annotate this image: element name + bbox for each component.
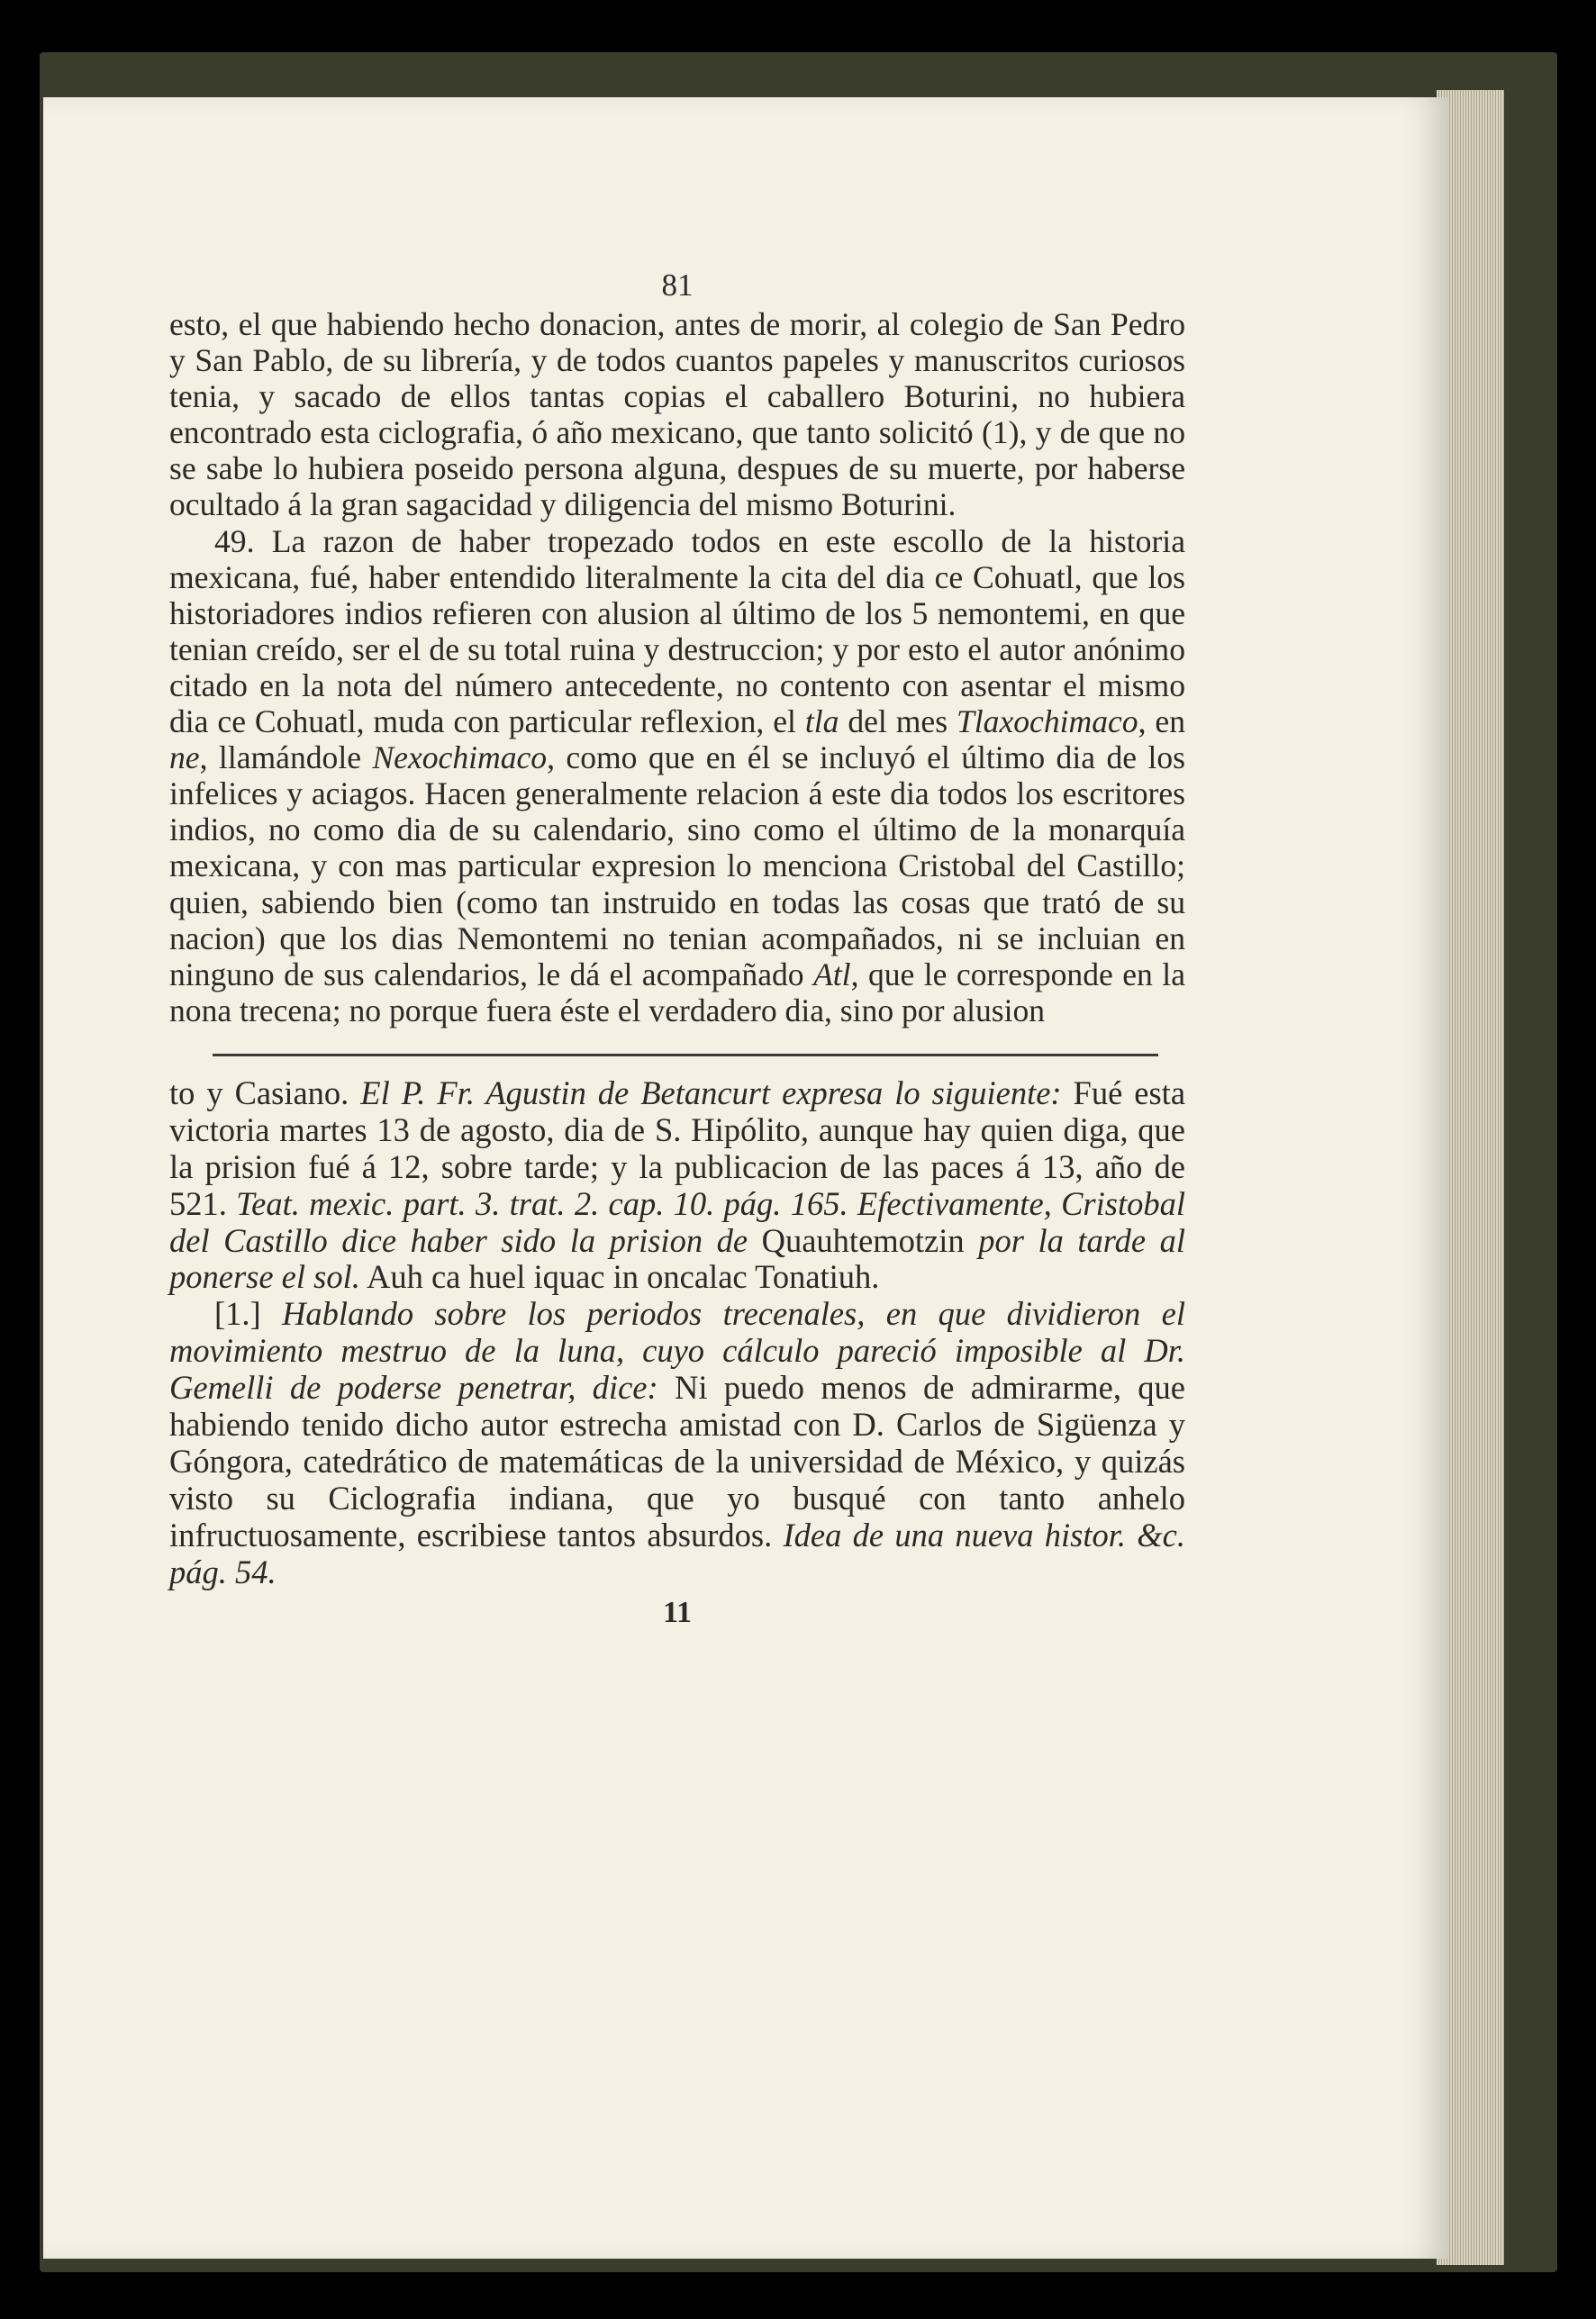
page-number: 81 (661, 267, 694, 303)
n1-text-a: to y Casiano. (169, 1073, 349, 1111)
p2-italic-ne: ne (169, 739, 200, 776)
footnote-rule (213, 1054, 1158, 1057)
p2-text-a: 49. La razon de haber tropezado todos en este escollo de la historia mexicana, fué, haber entendido literalmente la cita del dia ce Cohuatl, que los historiadores indios refieren con alusion al último de los 5 nemontemi, en que tenian creído, ser el de su total ruina y destruccion; y por esto el autor anónimo citado en la nota del número antecedente, no contento con asentar el mismo dia ce Cohuatl, muda con particular reflexion, el (169, 522, 1185, 740)
n1-italic-1: El P. Fr. Agustin de Betancurt expresa lo siguiente: (360, 1073, 1062, 1111)
p2-text-c: , en (1138, 703, 1186, 740)
n2-text-a: Ni puedo menos de admirarme, que habiendo tenido dicho autor estrecha amistad con D. Carlos de Sigüenza y Góngora, catedrático de matemáticas de la universidad de México, y quizás visto su Ciclografia indiana, que yo busqué con tanto anhelo infructuosamente, escribiese tantos absurdos. (169, 1369, 1186, 1554)
paragraph-1: esto, el que habiendo hecho donacion, antes de morir, al colegio de San Pedro y San Pablo, de su librería, y de todos cuantos papeles y manuscritos curiosos tenia, y sacado de ellos tantas copias el caballero Boturini, no hubiera encontrado esta ciclografia, ó año mexicano, que tanto solicitó (1), y de que no se sabe lo hubiera poseido persona alguna, despues de su muerte, por haberse ocultado á la gran sagacidad y diligencia del mismo Boturini. (169, 306, 1185, 523)
footnote-continued (169, 1075, 1185, 1296)
paragraph-49 (169, 523, 1185, 1028)
n1-text-b: Fué esta victoria martes 13 de agosto, dia de S. Hipólito, aunque hay quien diga, que la prision fué á 12, sobre tarde; y la publicacion de las paces á 13, año de 521. (169, 1073, 1186, 1222)
p2-text-e: , como que en él se incluyó el último dia de los infelices y aciagos. Hacen generalmente relacion á este dia todos los escritores indios, no como dia de su calendario, sino como el último de la monarquía mexicana, y con mas particular expresion lo menciona Cristobal del Castillo; quien, sabiendo bien (como tan instruido en todas las cosas que trató de su nacion) que los dias Nemontemi no tenian acompañados, ni se incluian en ninguno de sus calendarios, le dá el acompañado (169, 739, 1186, 992)
n1-text-d: Auh ca huel iquac in oncalac Tonatiuh. (367, 1258, 880, 1296)
p2-italic-tla: tla (804, 703, 839, 740)
p2-text-b: del mes (848, 703, 948, 740)
p2-italic-tlaxochimaco: Tlaxochimaco (957, 703, 1138, 740)
p2-text-f: , que le corresponde en la nona trecena; no porque fuera éste el verdadero dia, sino por alusion (169, 956, 1185, 1028)
signature-mark: 11 (662, 1595, 693, 1629)
footnote-1 (169, 1296, 1185, 1590)
n1-italic-3: por la tarde al ponerse el sol. (169, 1221, 1186, 1296)
main-text (169, 306, 1185, 1028)
n2-italic-1: Hablando sobre los periodos trecenales, en que dividieron el movimiento mestruo de la luna, cuyo cálculo pareció imposible al Dr. Gemelli de poderse penetrar, dice: (169, 1295, 1186, 1407)
p2-italic-atl: Atl (813, 956, 851, 992)
n2-mark: [1.] (214, 1295, 261, 1333)
p2-text-d: , llamándole (199, 739, 361, 776)
n1-text-c: Quauhtemotzin (761, 1221, 965, 1259)
n2-italic-2: Idea de una nueva histor. &c. pág. 54. (169, 1516, 1185, 1590)
text-block (169, 268, 1185, 1629)
n1-italic-2: Teat. mexic. part. 3. trat. 2. cap. 10. pág. 165. Efectivamente, Cristobal del Castillo dice haber sido la prision de (169, 1184, 1185, 1259)
p2-italic-nexochimaco: Nexochimaco (372, 739, 548, 776)
footnotes (169, 1075, 1185, 1591)
